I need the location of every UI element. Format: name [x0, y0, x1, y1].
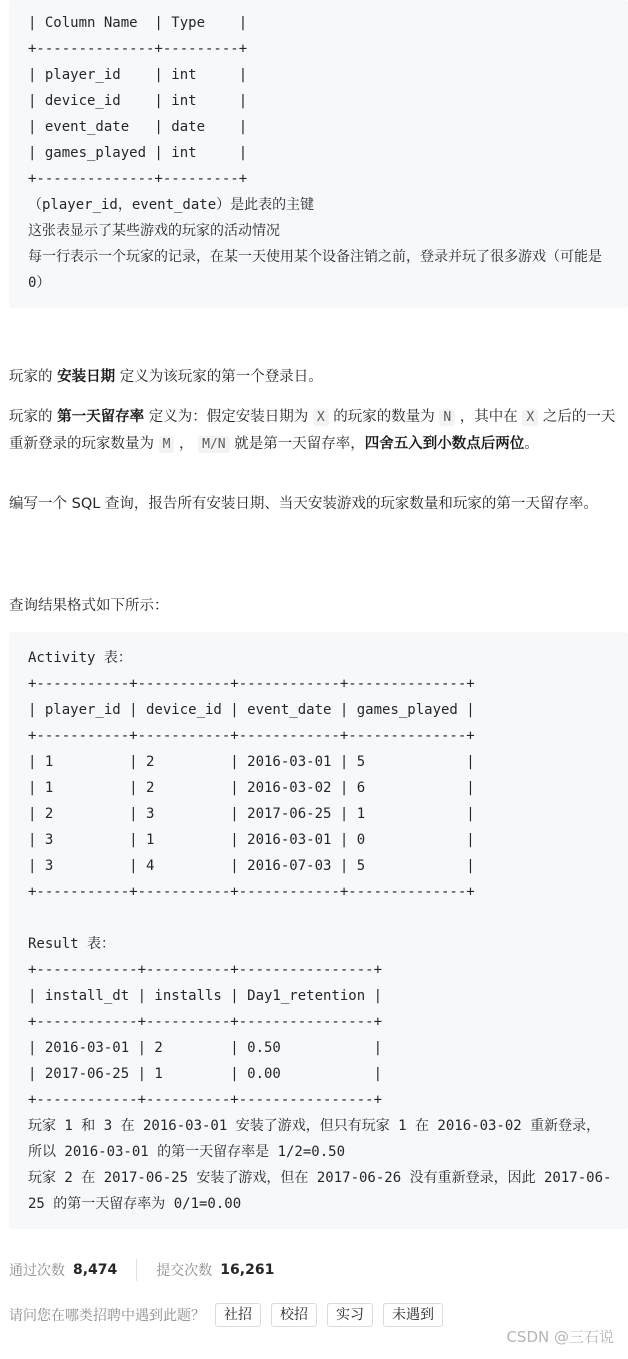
task-description: 编写一个 SQL 查询，报告所有安装日期、当天安装游戏的玩家数量和玩家的第一天留存率。	[9, 496, 598, 512]
retention-definition: 玩家的 第一天留存率 定义为：假定安装日期为 X 的玩家的数量为 N ，其中在 X 之后的一天重新登录的玩家数量为 M ， M/N 就是第一天留存率，四舍五入到小数点后两位。	[9, 409, 616, 452]
schema-line: | device_id | int |	[28, 93, 248, 109]
example-code-block	[9, 632, 628, 1229]
activity-label: Activity 表：	[28, 650, 132, 666]
activity-table-line: | 1 | 2 | 2016-03-02 | 6 |	[28, 780, 475, 796]
result-table-line: +------------+----------+----------------+	[28, 962, 383, 978]
stats-divider	[136, 1259, 137, 1281]
activity-table-line: | 3 | 1 | 2016-03-01 | 0 |	[28, 832, 475, 848]
survey-question: 请问您在哪类招聘中遇到此题？	[9, 1308, 205, 1324]
submitted-count: 16,261	[220, 1262, 275, 1278]
retention-term: 第一天留存率	[57, 409, 145, 425]
inline-code: M/N	[198, 436, 229, 453]
option-social-recruitment-button[interactable]: 社招	[215, 1303, 261, 1327]
passed-label: 通过次数	[9, 1263, 65, 1279]
activity-table-line: +-----------+-----------+------------+--------------+	[28, 728, 475, 744]
schema-note: （player_id，event_date）是此表的主键	[28, 197, 315, 213]
inline-code: N	[439, 409, 455, 426]
inline-code: M	[159, 436, 175, 453]
result-table-line: +------------+----------+----------------+	[28, 1092, 383, 1108]
rounding-rule: 四舍五入到小数点后两位	[364, 436, 525, 452]
csdn-watermark: CSDN @三石说	[506, 1328, 614, 1346]
inline-code: X	[313, 409, 329, 426]
schema-line: | player_id | int |	[28, 67, 248, 83]
result-table-line: | install_dt | installs | Day1_retention |	[28, 988, 383, 1004]
activity-table-line: | 1 | 2 | 2016-03-01 | 5 |	[28, 754, 475, 770]
activity-table-line: +-----------+-----------+------------+--------------+	[28, 884, 475, 900]
schema-note: 这张表显示了某些游戏的玩家的活动情况	[28, 223, 280, 239]
option-internship-button[interactable]: 实习	[327, 1303, 373, 1327]
schema-code-block	[9, 0, 628, 308]
explanation-line: 玩家 2 在 2017-06-25 安装了游戏，但在 2017-06-26 没有重新登录，因此 2017-06-25 的第一天留存率为 0/1=0.00	[28, 1170, 612, 1212]
result-table-line: +------------+----------+----------------+	[28, 1014, 383, 1030]
schema-line: | Column Name | Type |	[28, 15, 248, 31]
schema-line: | games_played | int |	[28, 145, 248, 161]
submitted-label: 提交次数	[156, 1263, 213, 1279]
format-intro: 查询结果格式如下所示：	[9, 598, 169, 614]
option-campus-recruitment-button[interactable]: 校招	[271, 1303, 317, 1327]
install-date-definition: 玩家的 安装日期 定义为该玩家的第一个登录日。	[9, 369, 323, 385]
install-date-term: 安装日期	[57, 369, 116, 385]
activity-table-line: | 3 | 4 | 2016-07-03 | 5 |	[28, 858, 475, 874]
schema-line: | event_date | date |	[28, 119, 248, 135]
activity-table-line: | 2 | 3 | 2017-06-25 | 1 |	[28, 806, 475, 822]
result-table-line: | 2016-03-01 | 2 | 0.50 |	[28, 1040, 383, 1056]
activity-table-line: +-----------+-----------+------------+--------------+	[28, 676, 475, 692]
submission-stats	[9, 1258, 274, 1282]
activity-table-line: | player_id | device_id | event_date | games_played |	[28, 702, 475, 718]
option-not-encountered-button[interactable]: 未遇到	[383, 1303, 443, 1327]
schema-line: +--------------+---------+	[28, 171, 248, 187]
explanation-line: 玩家 1 和 3 在 2016-03-01 安装了游戏，但只有玩家 1 在 2016-03-02 重新登录，所以 2016-03-01 的第一天留存率是 1/2=0.50	[28, 1118, 601, 1160]
schema-note: 每一行表示一个玩家的记录，在某一天使用某个设备注销之前，登录并玩了很多游戏（可能是 0）	[28, 249, 611, 291]
interview-survey	[9, 1303, 443, 1327]
schema-line: +--------------+---------+	[28, 41, 248, 57]
result-label: Result 表：	[28, 936, 116, 952]
result-table-line: | 2017-06-25 | 1 | 0.00 |	[28, 1066, 383, 1082]
inline-code: X	[522, 409, 538, 426]
passed-count: 8,474	[73, 1262, 118, 1278]
